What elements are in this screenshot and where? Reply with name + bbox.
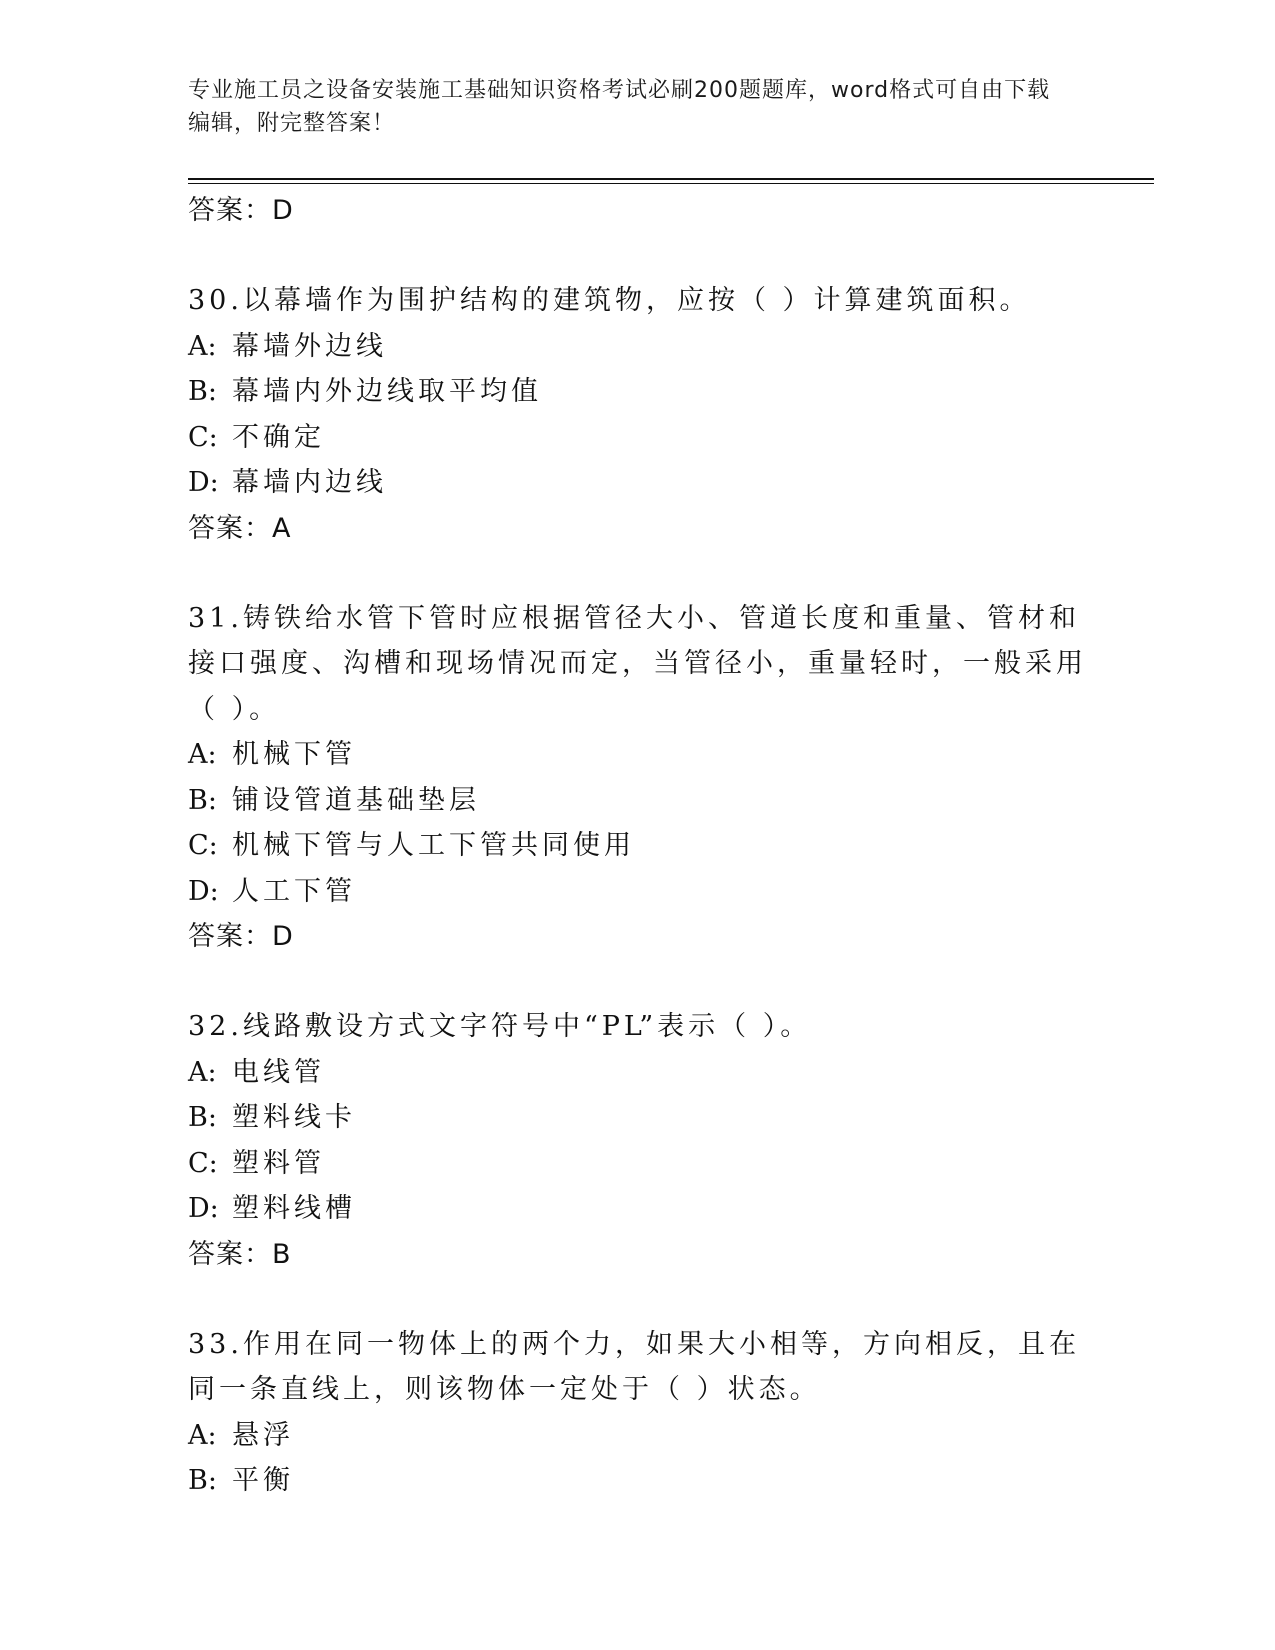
question-number: 32. <box>188 1011 243 1042</box>
question-31 <box>188 596 1088 961</box>
header-divider-thick <box>188 178 1154 180</box>
option-a <box>188 1050 1088 1096</box>
option-text: 电线管 <box>232 1056 325 1088</box>
option-key: A: <box>188 1419 217 1451</box>
option-a <box>188 1413 1088 1459</box>
question-32 <box>188 1004 1088 1278</box>
question-stem <box>188 278 1088 324</box>
option-a <box>188 324 1088 370</box>
option-text: 塑料线卡 <box>232 1102 356 1133</box>
answer-value: B <box>272 1238 292 1270</box>
option-c <box>188 823 1088 869</box>
option-key: A: <box>188 739 217 770</box>
question-number: 30. <box>188 285 243 316</box>
option-key: D: <box>188 467 219 498</box>
option-text: 塑料管 <box>232 1147 325 1179</box>
option-key: D: <box>188 875 219 907</box>
option-text: 塑料线槽 <box>232 1193 356 1224</box>
document-header: 专业施工员之设备安装施工基础知识资格考试必刷200题题库，word格式可自由下载编辑，附完整答案！ <box>188 78 1051 136</box>
option-c <box>188 415 1088 461</box>
option-key: C: <box>188 1147 218 1179</box>
question-number: 31. <box>188 602 243 634</box>
option-b <box>188 1458 1088 1504</box>
option-key: D: <box>188 1193 219 1224</box>
answer-line <box>188 506 1088 552</box>
option-b <box>188 369 1088 415</box>
answer-label: 答案： <box>188 1238 272 1270</box>
option-d <box>188 460 1088 506</box>
question-text: 线路敷设方式文字符号中“PL”表示（ ）。 <box>242 1011 812 1042</box>
question-30 <box>188 278 1088 552</box>
answer-value: D <box>272 921 294 952</box>
option-key: A: <box>188 1056 217 1088</box>
question-stem <box>188 1322 1088 1413</box>
option-c <box>188 1141 1088 1187</box>
question-text: 铸铁给水管下管时应根据管径大小、管道长度和重量、管材和接口强度、沟槽和现场情况而定，当管径小，重量轻时，一般采用（ ）。 <box>188 602 1087 725</box>
option-text: 不确定 <box>232 421 325 453</box>
option-text: 幕墙内边线 <box>232 467 387 498</box>
answer-value: A <box>272 512 292 544</box>
option-b <box>188 778 1088 824</box>
answer-value: D <box>272 195 294 226</box>
option-key: C: <box>188 830 218 861</box>
option-key: B: <box>188 1465 217 1496</box>
option-d <box>188 869 1088 915</box>
question-stem <box>188 596 1088 733</box>
option-text: 悬浮 <box>232 1419 294 1451</box>
answer-label: 答案： <box>188 512 272 544</box>
option-key: B: <box>188 1102 217 1133</box>
answer-label: 答案： <box>188 195 272 226</box>
header-divider-thin <box>188 183 1154 184</box>
option-text: 机械下管与人工下管共同使用 <box>232 830 635 861</box>
question-number: 33. <box>188 1328 243 1360</box>
question-text: 以幕墙作为围护结构的建筑物，应按（ ）计算建筑面积。 <box>242 285 1031 316</box>
option-text: 平衡 <box>232 1465 294 1496</box>
option-b <box>188 1095 1088 1141</box>
answer-line <box>188 1232 1088 1278</box>
answer-label: 答案： <box>188 921 272 952</box>
answer-line <box>188 914 1088 960</box>
question-stem <box>188 1004 1088 1050</box>
option-text: 幕墙内外边线取平均值 <box>232 376 542 407</box>
question-list <box>188 188 1088 1504</box>
option-key: B: <box>188 784 217 816</box>
option-key: B: <box>188 376 217 407</box>
option-d <box>188 1186 1088 1232</box>
option-text: 人工下管 <box>232 875 356 907</box>
option-a <box>188 732 1088 778</box>
option-key: C: <box>188 421 218 453</box>
option-text: 幕墙外边线 <box>232 330 387 362</box>
question-text: 作用在同一物体上的两个力，如果大小相等，方向相反，且在同一条直线上，则该物体一定处于（ ）状态。 <box>188 1328 1080 1405</box>
option-text: 铺设管道基础垫层 <box>232 784 480 816</box>
answer-line <box>188 188 1088 234</box>
question-33 <box>188 1322 1088 1504</box>
option-text: 机械下管 <box>232 739 356 770</box>
option-key: A: <box>188 330 217 362</box>
